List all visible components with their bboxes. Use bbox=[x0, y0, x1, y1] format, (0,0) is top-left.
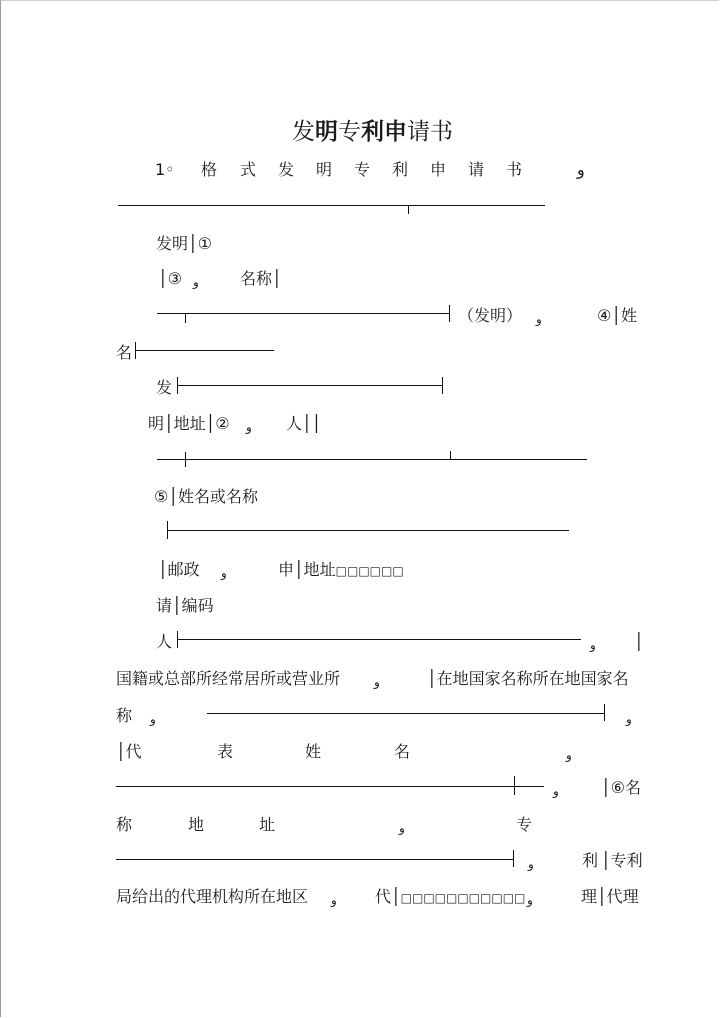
invention-label: 发明│① bbox=[156, 234, 212, 253]
agency-location-label: 局给出的代理机构所在地区 bbox=[116, 887, 309, 906]
rep-ming: 名 bbox=[394, 742, 411, 761]
agency-li: 利 bbox=[582, 851, 599, 870]
agency-code-label: 代│□□□□□□□□□□□ bbox=[375, 887, 526, 906]
table-rule bbox=[118, 205, 545, 206]
country-label: │在地国家名称所在地国家名 bbox=[427, 669, 629, 688]
circle-4-label: ④│姓 bbox=[597, 306, 637, 325]
agency-zhuan: 专 bbox=[516, 815, 533, 834]
mark: و bbox=[150, 712, 156, 726]
table-rule bbox=[167, 530, 569, 531]
fa-char: 发 bbox=[156, 378, 173, 397]
ren-char: 人 bbox=[156, 632, 173, 651]
name-label: 名称│ bbox=[240, 269, 282, 288]
mark: و bbox=[528, 857, 534, 871]
table-tick bbox=[449, 305, 450, 322]
name-char: 名 bbox=[116, 343, 133, 362]
address-label: 明│地址│② bbox=[148, 414, 230, 433]
table-tick bbox=[185, 313, 186, 323]
nationality-label: 国籍或总部所经常居所或营业所 bbox=[116, 669, 341, 688]
agent-label: 理│代理 bbox=[581, 887, 639, 906]
person-label: 人││ bbox=[286, 414, 322, 433]
table-rule bbox=[157, 313, 449, 314]
rep-dai: │代 bbox=[116, 742, 142, 761]
table-tick bbox=[514, 776, 515, 795]
table-rule bbox=[207, 713, 604, 714]
agency-di: 地 bbox=[188, 815, 205, 834]
postal-label: │邮政 bbox=[158, 560, 200, 579]
invention-paren: （发明） bbox=[458, 306, 523, 325]
circle-3-label: │③ bbox=[158, 269, 182, 288]
table-tick bbox=[604, 704, 605, 721]
mark: و bbox=[590, 638, 596, 652]
mark: و bbox=[527, 893, 533, 907]
mark: و bbox=[626, 712, 632, 726]
page-title: 发明专利申请书 bbox=[292, 119, 453, 145]
table-tick bbox=[408, 205, 409, 214]
circle-6-name-label: │⑥名 bbox=[601, 778, 641, 797]
table-rule bbox=[157, 459, 587, 460]
circle-5-name-label: ⑤│姓名或名称 bbox=[154, 487, 258, 506]
agency-zhi: 址 bbox=[259, 815, 276, 834]
table-rule bbox=[135, 350, 274, 351]
agency-cheng: 称 bbox=[116, 815, 133, 834]
table-rule bbox=[116, 859, 513, 860]
table-tick bbox=[450, 451, 451, 460]
table-tick bbox=[185, 452, 186, 467]
mark: و bbox=[399, 821, 405, 835]
mark: و bbox=[246, 420, 252, 434]
rep-biao: 表 bbox=[217, 742, 234, 761]
table-bar: │ bbox=[634, 632, 644, 651]
table-tick bbox=[442, 377, 443, 394]
mark: و bbox=[553, 784, 559, 798]
mark: و bbox=[374, 675, 380, 689]
table-rule bbox=[116, 786, 544, 787]
table-rule bbox=[177, 385, 442, 386]
code-label: 请│编码 bbox=[156, 596, 214, 615]
mark: و bbox=[193, 275, 199, 289]
table-tick bbox=[513, 850, 514, 867]
mark: و bbox=[566, 748, 572, 762]
rep-xing: 姓 bbox=[305, 742, 322, 761]
mark: و bbox=[221, 566, 227, 580]
apply-address-label: 申│地址□□□□□□ bbox=[278, 560, 404, 579]
table-rule bbox=[177, 639, 581, 640]
patent-office-label: │专利 bbox=[601, 851, 643, 870]
mark: و bbox=[536, 312, 542, 326]
cheng-char: 称 bbox=[116, 706, 133, 725]
mark: و bbox=[331, 893, 337, 907]
